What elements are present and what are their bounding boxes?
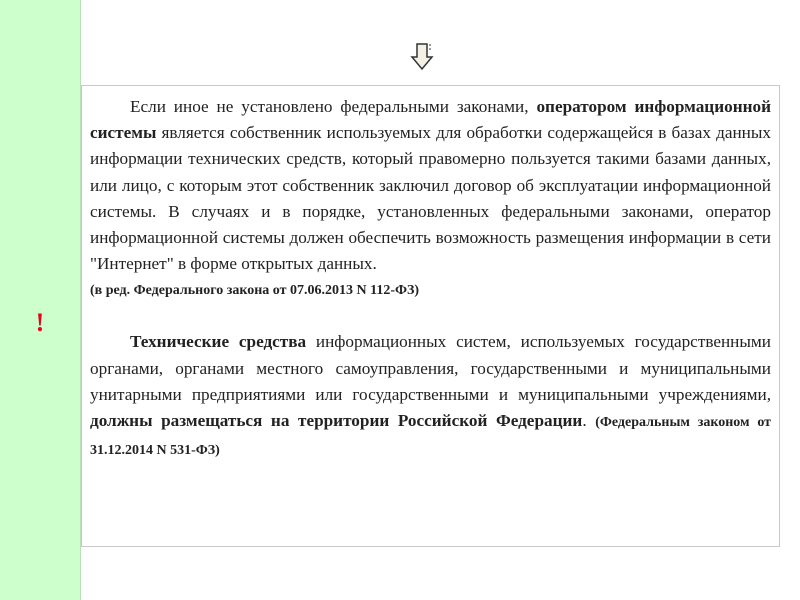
text-box bbox=[81, 85, 780, 547]
paragraph2-text-2: . bbox=[582, 411, 596, 431]
paragraph-operator bbox=[90, 94, 771, 277]
paragraph2-bold-term: Технические средства bbox=[130, 332, 307, 352]
paragraph2-bold-requirement: должны размещаться на территории Российской Федерации bbox=[90, 411, 583, 431]
amendment-note-2: (Федеральным законом от 31.12.2014 N 531-ФЗ) bbox=[90, 415, 772, 459]
spacer bbox=[90, 301, 771, 329]
paragraph1-text-2: является собственник используемых для обработки содержащейся в базах данных информации технических средств, который правомерно пользуется такими базами данных, или лицо, с которым этот собственник заключил договор об эксплуатации информационной системы. В случаях и в порядке, установленных федеральными законами, оператор информационной системы должен обеспечить возможность размещения информации в сети "Интернет" в форме открытых данных. bbox=[90, 123, 771, 274]
exclamation-marker: ! bbox=[35, 308, 45, 337]
down-arrow-icon bbox=[410, 42, 434, 72]
paragraph-technical-means bbox=[90, 329, 771, 464]
paragraph2-text-1: информационных систем, используемых государственными органами, органами местного самоуправления, государственными и муниципальными унитарными предприятиями или государственными и муниципальными учреждениями, bbox=[90, 332, 771, 404]
left-sidebar-band bbox=[0, 0, 81, 600]
paragraph1-bold-term: оператором информационной системы bbox=[90, 97, 772, 143]
paragraph1-text-1: Если иное не установлено федеральными законами, bbox=[130, 97, 537, 116]
amendment-note-1: (в ред. Федерального закона от 07.06.2013 N 112-ФЗ) bbox=[90, 283, 420, 299]
